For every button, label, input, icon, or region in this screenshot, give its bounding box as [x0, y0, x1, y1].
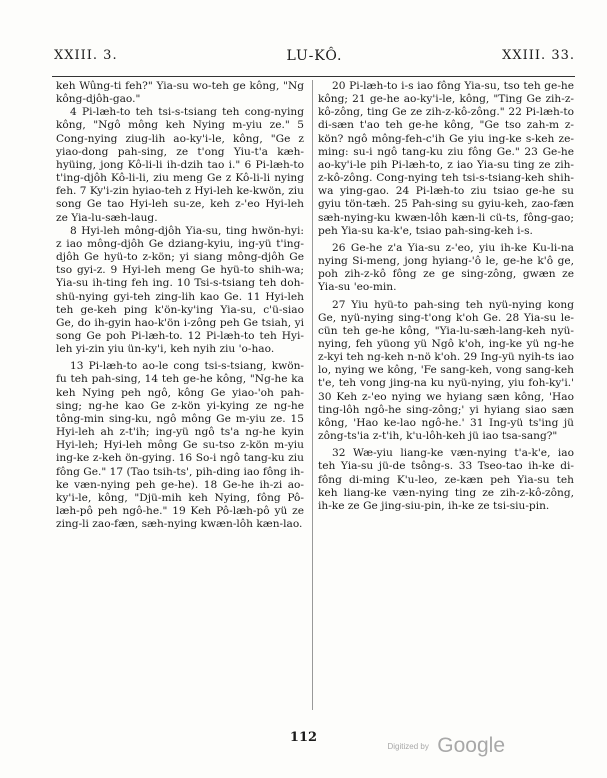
page-header	[54, 48, 575, 70]
header-chapter-right: XXIII. 33.	[502, 48, 575, 63]
left-column	[56, 80, 304, 531]
google-logo: Google	[437, 734, 505, 757]
verse-paragraph: 8 Hyi-leh mông-djôh Yia-su, ting hwön-hyi: z iao mông-djôh Ge dziang-kyiu, ing-yü t'ing-djôh Ge hyü-to z-kön; yi siang mông-djôh Ge tso gyi-z. 9 Hyi-leh meng Ge hyü-to shih-wa; Yia-su ih-ting feh ing. 10 Tsi-s-tsiang teh doh-shü-nying gyi-teh zing-lih kao Ge. 11 Hyi-leh teh ge-keh ping k'ön-ky'ing Yia-su, c'ü-siao Ge, do ih-gyin hao-k'ön i-zông peh Ge tsiah, yi song Ge poh Pi-læh-to. 12 Pi-læh-to teh Hyi-leh yi-zin yiu ün-ky'i, keh nyih ziu 'o-hao.	[56, 224, 304, 356]
header-rule	[52, 76, 575, 77]
right-column	[318, 80, 574, 513]
verse-paragraph: 4 Pi-læh-to teh tsi-s-tsiang teh cong-nying kông, "Ngô mông keh Nying m-yiu ze." 5 Cong-nying ziug-lih ao-ky'i-le, kông, "Ge z yiao-dong pah-sing, ze t'ong Yiu-t'a kæh-hyüing, jong Kô-li-li ih-dzih tao i." 6 Pi-læh-to t'ing-djôh Kô-li-li, ziu meng Ge z Kô-li-li nying feh. 7 Ky'i-zin hyiao-teh z Hyi-leh ke-kwön, ziu song Ge tao Hyi-leh su-ze, keh z-'eo Hyi-leh ze Yia-lu-sæh-laug.	[56, 106, 304, 224]
column-divider	[312, 80, 313, 710]
verse-paragraph: 26 Ge-he z'a Yia-su z-'eo, yiu ih-ke Ku-li-na nying Si-meng, jong hyiang-'ô le, ge-he k'ô ge, poh zih-z-kô fông ze ge sing-zông, gwæn ze Yia-su 'eo-min.	[318, 241, 574, 294]
verse-paragraph: keh Wûng-ti feh?" Yia-su wo-teh ge kông, "Ng kông-djôh-gao."	[56, 80, 304, 106]
page-number: 112	[289, 730, 318, 745]
verse-paragraph: 13 Pi-læh-to ao-le cong tsi-s-tsiang, kwön-fu teh pah-sing, 14 teh ge-he kông, "Ng-he ka keh Nying peh ngô, kông Ge yiao-'oh pah-sing; ng-he kao Ge z-kön yi-kying ze ng-he tông-min sing-ku, ngô mông Ge m-yiu ze. 15 Hyi-leh ah z-t'ih; ing-yü ngô ts'a ng-he kyin Hyi-leh; Hyi-leh mông Ge su-tso z-kön m-yiu ing-ke z-keh ön-gying. 16 So-i ngô tang-ku ziu fông Ge." 17 (Tao tsih-ts', pih-ding iao fông ih-ke væn-nying peh ge-he). 18 Ge-he ih-zi ao-ky'i-le, kông, "Djü-mih keh Nying, fông Pô-læh-pô peh ngô-he." 19 Keh Pô-læh-pô yü ze zing-li zao-fæn, sæh-nying kwæn-lôh kæn-lao.	[56, 360, 304, 531]
verse-paragraph: 27 Yiu hyü-to pah-sing teh nyü-nying kong Ge, nyü-nying sing-t'ong k'oh Ge. 28 Yia-su le-cün teh ge-he kông, "Yia-lu-sæh-lang-keh nyü-nying, feh yüong yü Ngô k'oh, ing-ke yü ng-he z-kyi teh ng-keh n-nö k'oh. 29 Ing-yü nyih-ts iao lo, nying we kông, 'Fe sang-keh, vong sang-keh t'e, teh vong jing-na ku nyü-nying, yiu foh-ky'i.' 30 Keh z-'eo nying we hyiang sæn kông, 'Hao ting-lôh ngô-he sing-zông;' yi hyiang siao sæn kông, 'Hao ke-lao ngô-he.' 31 Ing-yü ts'ing jü zông-ts'ia z-t'ih, k'u-lôh-keh jü iao tsa-sang?"	[318, 298, 574, 443]
verse-paragraph: 32 Wæ-yiu liang-ke væn-nying t'a-k'e, iao teh Yia-su jü-de tsông-s. 33 Tseo-tao ih-ke di-fông di-ming K'u-leo, ze-kæn peh Yia-su teh keh liang-ke væn-nying ting ze zih-z-kô-zông, ih-ke ze Ge jing-siu-pin, ih-ke ze tsi-siu-pin.	[318, 447, 574, 512]
digitized-watermark	[387, 734, 505, 758]
digitized-by-label: Digitized by	[387, 741, 429, 751]
header-title: LU-KÔ.	[286, 48, 343, 64]
header-chapter-left: XXIII. 3.	[54, 48, 118, 63]
verse-paragraph: 20 Pi-læh-to i-s iao fông Yia-su, tso teh ge-he kông; 21 ge-he ao-ky'i-le, kông, "Ting Ge zih-z-kô-zông, ting Ge ze zih-z-kô-zông." 22 Pi-læh-to di-sæn t'ao teh ge-he kông, "Ge tso zah-m z-kön? ngô mông-feh-c'ih Ge yiu ing-ke s-keh ze-ming: su-i ngô tang-ku ziu fông Ge." 23 Ge-he ao-ky'i-le pih Pi-læh-to, z iao Yia-su ting ze zih-z-kô-zông. Cong-nying teh tsi-s-tsiang-keh shih-wa ying-gao. 24 Pi-læh-to ziu tsiao ge-he su gyiu tön-tæh. 25 Pah-sing su gyiu-keh, zao-fæn sæh-nying-ku kwæn-lôh kæn-li cü-ts, fông-gao; peh Yia-su ka-k'e, tsiao pah-sing-keh i-s.	[318, 80, 574, 237]
